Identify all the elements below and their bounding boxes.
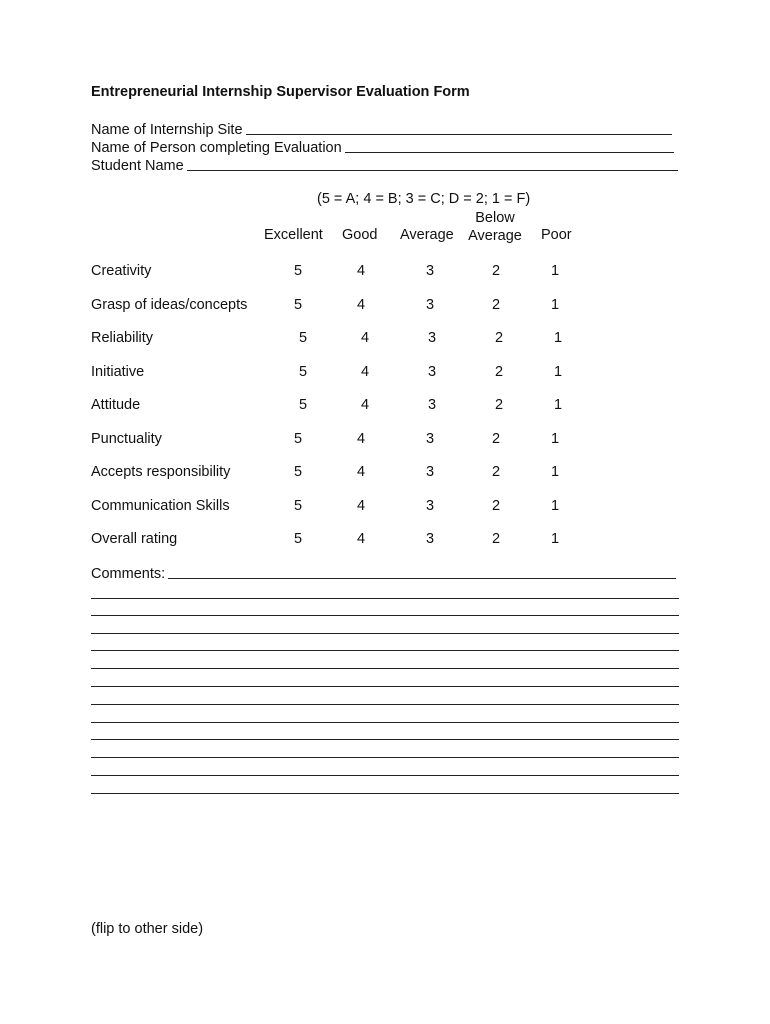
- rating-option[interactable]: 5: [293, 531, 303, 547]
- rating-option[interactable]: 2: [494, 364, 504, 380]
- rating-option[interactable]: 2: [491, 431, 501, 447]
- rating-option[interactable]: 4: [360, 330, 370, 346]
- rating-option[interactable]: 3: [425, 297, 435, 313]
- rating-option[interactable]: 1: [553, 364, 563, 380]
- comment-line[interactable]: [91, 722, 679, 723]
- rating-option[interactable]: 5: [298, 364, 308, 380]
- comment-line[interactable]: [91, 668, 679, 669]
- criterion-row: [91, 531, 591, 551]
- rating-option[interactable]: 2: [491, 531, 501, 547]
- comment-line[interactable]: [91, 650, 679, 651]
- student-name-blank[interactable]: [187, 156, 678, 171]
- rating-option[interactable]: 2: [491, 297, 501, 313]
- comment-line[interactable]: [91, 633, 679, 634]
- rating-option[interactable]: 1: [550, 498, 560, 514]
- rating-option[interactable]: 4: [356, 531, 366, 547]
- criterion-name: Grasp of ideas/concepts: [91, 297, 248, 313]
- comment-line[interactable]: [91, 793, 679, 794]
- criterion-row: [91, 330, 591, 350]
- rating-option[interactable]: 5: [293, 263, 303, 279]
- rating-option[interactable]: 4: [360, 397, 370, 413]
- criterion-row: [91, 297, 591, 317]
- rating-option[interactable]: 5: [293, 431, 303, 447]
- criterion-name: Creativity: [91, 263, 152, 279]
- comments-field[interactable]: [91, 564, 676, 582]
- criterion-row: [91, 464, 591, 484]
- rating-option[interactable]: 3: [425, 263, 435, 279]
- evaluator-name-field[interactable]: [91, 138, 674, 156]
- rating-option[interactable]: 2: [491, 263, 501, 279]
- comments-label: Comments:: [91, 566, 166, 582]
- comment-line[interactable]: [91, 775, 679, 776]
- column-below-average: [464, 209, 526, 245]
- internship-site-field[interactable]: [91, 120, 672, 138]
- rating-option[interactable]: 2: [494, 330, 504, 346]
- rating-option[interactable]: 3: [425, 431, 435, 447]
- rating-option[interactable]: 3: [427, 330, 437, 346]
- rating-option[interactable]: 4: [356, 297, 366, 313]
- rating-option[interactable]: 2: [491, 498, 501, 514]
- column-below-average-line1: Below: [475, 210, 515, 226]
- form-title: Entrepreneurial Internship Supervisor Evaluation Form: [91, 84, 470, 100]
- column-poor: Poor: [541, 227, 572, 243]
- rating-option[interactable]: 1: [550, 263, 560, 279]
- student-name-field[interactable]: [91, 156, 678, 174]
- rating-option[interactable]: 2: [491, 464, 501, 480]
- criterion-name: Accepts responsibility: [91, 464, 231, 480]
- grade-scale-note: (5 = A; 4 = B; 3 = C; D = 2; 1 = F): [317, 191, 531, 207]
- rating-option[interactable]: 5: [293, 498, 303, 514]
- comment-line[interactable]: [91, 615, 679, 616]
- column-average: Average: [400, 227, 454, 243]
- comment-line[interactable]: [91, 739, 679, 740]
- rating-option[interactable]: 5: [298, 397, 308, 413]
- student-name-label: Student Name: [91, 158, 184, 174]
- criterion-name: Reliability: [91, 330, 154, 346]
- rating-option[interactable]: 3: [425, 498, 435, 514]
- criterion-name: Attitude: [91, 397, 141, 413]
- rating-option[interactable]: 1: [550, 431, 560, 447]
- rating-option[interactable]: 5: [293, 297, 303, 313]
- rating-option[interactable]: 4: [360, 364, 370, 380]
- rating-option[interactable]: 4: [356, 263, 366, 279]
- rating-option[interactable]: 3: [427, 364, 437, 380]
- column-excellent: Excellent: [264, 227, 323, 243]
- rating-option[interactable]: 1: [553, 397, 563, 413]
- rating-option[interactable]: 1: [550, 531, 560, 547]
- rating-option[interactable]: 1: [553, 330, 563, 346]
- comment-line[interactable]: [91, 598, 679, 599]
- internship-site-label: Name of Internship Site: [91, 122, 243, 138]
- comment-line[interactable]: [91, 757, 679, 758]
- criterion-name: Overall rating: [91, 531, 178, 547]
- criterion-name: Initiative: [91, 364, 145, 380]
- criterion-row: [91, 397, 591, 417]
- comments-blank-first[interactable]: [168, 564, 676, 579]
- criterion-row: [91, 263, 591, 283]
- rating-option[interactable]: 3: [425, 464, 435, 480]
- rating-option[interactable]: 2: [494, 397, 504, 413]
- criterion-row: [91, 431, 591, 451]
- evaluator-name-label: Name of Person completing Evaluation: [91, 140, 342, 156]
- rating-option[interactable]: 4: [356, 464, 366, 480]
- comment-line[interactable]: [91, 686, 679, 687]
- criterion-row: [91, 498, 591, 518]
- rating-option[interactable]: 1: [550, 464, 560, 480]
- rating-option[interactable]: 3: [427, 397, 437, 413]
- criterion-name: Communication Skills: [91, 498, 230, 514]
- internship-site-blank[interactable]: [246, 120, 672, 135]
- column-good: Good: [342, 227, 378, 243]
- rating-option[interactable]: 4: [356, 431, 366, 447]
- rating-option[interactable]: 4: [356, 498, 366, 514]
- criterion-name: Punctuality: [91, 431, 162, 447]
- rating-option[interactable]: 3: [425, 531, 435, 547]
- rating-option[interactable]: 1: [550, 297, 560, 313]
- rating-option[interactable]: 5: [293, 464, 303, 480]
- column-below-average-line2: Average: [468, 228, 522, 244]
- comment-line[interactable]: [91, 704, 679, 705]
- flip-note: (flip to other side): [91, 921, 204, 937]
- evaluator-name-blank[interactable]: [345, 138, 674, 153]
- criterion-row: [91, 364, 591, 384]
- rating-option[interactable]: 5: [298, 330, 308, 346]
